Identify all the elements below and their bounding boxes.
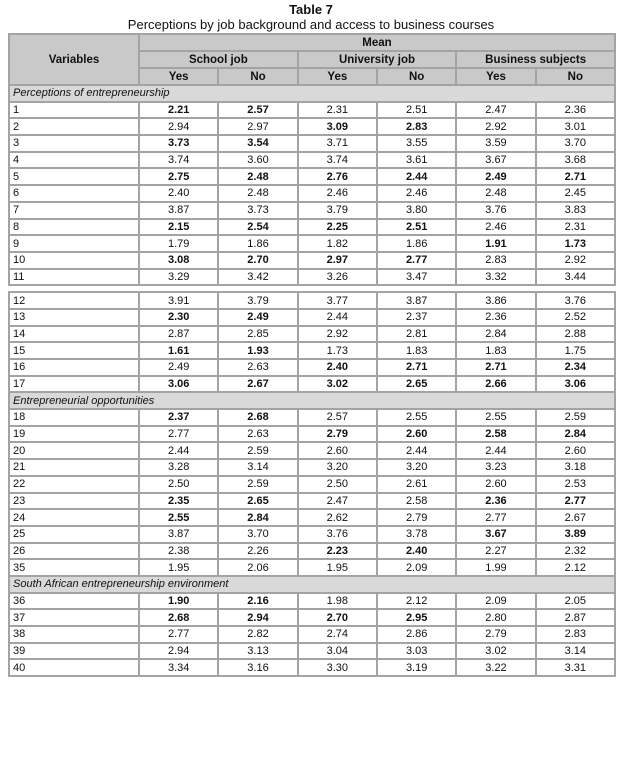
variable-cell: 14 bbox=[9, 326, 139, 343]
mean-value-cell: 3.42 bbox=[218, 269, 297, 286]
table-row bbox=[9, 219, 615, 236]
mean-value-cell: 2.40 bbox=[298, 359, 377, 376]
mean-value-cell: 2.59 bbox=[536, 409, 615, 426]
mean-value-cell: 2.12 bbox=[377, 593, 456, 610]
mean-value-cell: 2.68 bbox=[218, 409, 297, 426]
section-row bbox=[9, 392, 615, 409]
mean-value-cell: 2.61 bbox=[377, 476, 456, 493]
mean-value-cell: 2.83 bbox=[377, 118, 456, 135]
mean-value-cell: 3.74 bbox=[139, 152, 218, 169]
mean-value-cell: 2.37 bbox=[139, 409, 218, 426]
table-row bbox=[9, 135, 615, 152]
mean-value-cell: 2.55 bbox=[139, 509, 218, 526]
mean-value-cell: 3.31 bbox=[536, 659, 615, 676]
variable-cell: 23 bbox=[9, 493, 139, 510]
table-row bbox=[9, 509, 615, 526]
mean-value-cell: 2.97 bbox=[218, 118, 297, 135]
variable-cell: 16 bbox=[9, 359, 139, 376]
subcol-header: No bbox=[218, 68, 297, 85]
table-row bbox=[9, 376, 615, 393]
variable-cell: 37 bbox=[9, 609, 139, 626]
mean-value-cell: 2.77 bbox=[536, 493, 615, 510]
section-label: Perceptions of entrepreneurship bbox=[9, 85, 615, 102]
mean-value-cell: 2.77 bbox=[456, 509, 535, 526]
variable-cell: 21 bbox=[9, 459, 139, 476]
mean-value-cell: 2.16 bbox=[218, 593, 297, 610]
mean-value-cell: 2.31 bbox=[298, 102, 377, 119]
mean-value-cell: 3.20 bbox=[377, 459, 456, 476]
mean-value-cell: 3.60 bbox=[218, 152, 297, 169]
mean-value-cell: 3.70 bbox=[218, 526, 297, 543]
mean-value-cell: 1.83 bbox=[377, 342, 456, 359]
mean-value-cell: 3.79 bbox=[298, 202, 377, 219]
variable-cell: 20 bbox=[9, 442, 139, 459]
mean-value-cell: 1.90 bbox=[139, 593, 218, 610]
variable-cell: 7 bbox=[9, 202, 139, 219]
mean-value-cell: 2.65 bbox=[377, 376, 456, 393]
table-row bbox=[9, 359, 615, 376]
mean-value-cell: 2.55 bbox=[377, 409, 456, 426]
table-row bbox=[9, 426, 615, 443]
group-header-business-subjects: Business subjects bbox=[456, 51, 615, 68]
mean-value-cell: 2.27 bbox=[456, 543, 535, 560]
table-row bbox=[9, 559, 615, 576]
table-row bbox=[9, 326, 615, 343]
table-row bbox=[9, 626, 615, 643]
mean-value-cell: 2.76 bbox=[298, 168, 377, 185]
mean-value-cell: 2.84 bbox=[456, 326, 535, 343]
table-row bbox=[9, 168, 615, 185]
subcol-header: Yes bbox=[139, 68, 218, 85]
section-row bbox=[9, 85, 615, 102]
mean-value-cell: 2.92 bbox=[298, 326, 377, 343]
mean-value-cell: 3.86 bbox=[456, 292, 535, 309]
variable-cell: 24 bbox=[9, 509, 139, 526]
mean-value-cell: 3.30 bbox=[298, 659, 377, 676]
mean-value-cell: 3.59 bbox=[456, 135, 535, 152]
mean-value-cell: 2.67 bbox=[536, 509, 615, 526]
table-subtitle: Perceptions by job background and access to business courses bbox=[127, 17, 495, 32]
mean-value-cell: 2.09 bbox=[377, 559, 456, 576]
table-row bbox=[9, 409, 615, 426]
variable-cell: 18 bbox=[9, 409, 139, 426]
mean-value-cell: 2.55 bbox=[456, 409, 535, 426]
mean-value-cell: 2.87 bbox=[536, 609, 615, 626]
variable-cell: 19 bbox=[9, 426, 139, 443]
mean-value-cell: 1.79 bbox=[139, 235, 218, 252]
mean-value-cell: 1.75 bbox=[536, 342, 615, 359]
mean-value-cell: 2.34 bbox=[536, 359, 615, 376]
mean-value-cell: 3.67 bbox=[456, 526, 535, 543]
mean-value-cell: 3.87 bbox=[139, 202, 218, 219]
mean-value-cell: 1.73 bbox=[298, 342, 377, 359]
subcol-header: Yes bbox=[298, 68, 377, 85]
mean-value-cell: 2.94 bbox=[139, 118, 218, 135]
mean-value-cell: 3.26 bbox=[298, 269, 377, 286]
mean-value-cell: 2.82 bbox=[218, 626, 297, 643]
mean-value-cell: 3.04 bbox=[298, 643, 377, 660]
mean-value-cell: 2.44 bbox=[456, 442, 535, 459]
mean-value-cell: 1.82 bbox=[298, 235, 377, 252]
mean-value-cell: 3.29 bbox=[139, 269, 218, 286]
mean-value-cell: 3.70 bbox=[536, 135, 615, 152]
mean-value-cell: 3.06 bbox=[139, 376, 218, 393]
mean-value-cell: 2.79 bbox=[298, 426, 377, 443]
mean-value-cell: 2.47 bbox=[298, 493, 377, 510]
variable-cell: 3 bbox=[9, 135, 139, 152]
variable-cell: 2 bbox=[9, 118, 139, 135]
mean-value-cell: 2.79 bbox=[456, 626, 535, 643]
mean-value-cell: 3.47 bbox=[377, 269, 456, 286]
mean-value-cell: 2.32 bbox=[536, 543, 615, 560]
mean-value-cell: 2.62 bbox=[298, 509, 377, 526]
mean-value-cell: 2.47 bbox=[456, 102, 535, 119]
mean-value-cell: 3.23 bbox=[456, 459, 535, 476]
table-row bbox=[9, 593, 615, 610]
mean-value-cell: 1.73 bbox=[536, 235, 615, 252]
mean-value-cell: 3.87 bbox=[139, 526, 218, 543]
mean-value-cell: 3.74 bbox=[298, 152, 377, 169]
mean-value-cell: 2.38 bbox=[139, 543, 218, 560]
mean-value-cell: 2.49 bbox=[218, 309, 297, 326]
table-row bbox=[9, 476, 615, 493]
mean-value-cell: 2.77 bbox=[139, 426, 218, 443]
mean-value-cell: 3.22 bbox=[456, 659, 535, 676]
mean-value-cell: 3.83 bbox=[536, 202, 615, 219]
mean-value-cell: 1.91 bbox=[456, 235, 535, 252]
variable-cell: 13 bbox=[9, 309, 139, 326]
mean-value-cell: 3.20 bbox=[298, 459, 377, 476]
mean-value-cell: 2.44 bbox=[139, 442, 218, 459]
mean-value-cell: 2.71 bbox=[456, 359, 535, 376]
variable-cell: 6 bbox=[9, 185, 139, 202]
mean-value-cell: 2.52 bbox=[536, 309, 615, 326]
variable-cell: 39 bbox=[9, 643, 139, 660]
mean-header: Mean bbox=[139, 34, 615, 51]
table-row bbox=[9, 459, 615, 476]
mean-value-cell: 2.66 bbox=[456, 376, 535, 393]
mean-value-cell: 3.71 bbox=[298, 135, 377, 152]
mean-value-cell: 2.97 bbox=[298, 252, 377, 269]
mean-value-cell: 2.59 bbox=[218, 476, 297, 493]
variable-cell: 22 bbox=[9, 476, 139, 493]
mean-value-cell: 2.92 bbox=[456, 118, 535, 135]
mean-value-cell: 2.51 bbox=[377, 219, 456, 236]
mean-value-cell: 2.54 bbox=[218, 219, 297, 236]
mean-value-cell: 1.93 bbox=[218, 342, 297, 359]
mean-value-cell: 3.76 bbox=[456, 202, 535, 219]
mean-value-cell: 2.70 bbox=[298, 609, 377, 626]
mean-value-cell: 2.86 bbox=[377, 626, 456, 643]
mean-value-cell: 2.84 bbox=[218, 509, 297, 526]
mean-value-cell: 2.44 bbox=[377, 442, 456, 459]
mean-value-cell: 3.06 bbox=[536, 376, 615, 393]
table-title: Table 7 bbox=[289, 2, 333, 17]
mean-value-cell: 2.87 bbox=[139, 326, 218, 343]
mean-value-cell: 3.91 bbox=[139, 292, 218, 309]
mean-value-cell: 3.32 bbox=[456, 269, 535, 286]
mean-value-cell: 2.63 bbox=[218, 359, 297, 376]
table-row bbox=[9, 118, 615, 135]
mean-value-cell: 3.16 bbox=[218, 659, 297, 676]
table-row bbox=[9, 269, 615, 286]
mean-value-cell: 3.13 bbox=[218, 643, 297, 660]
mean-value-cell: 1.98 bbox=[298, 593, 377, 610]
table-row bbox=[9, 152, 615, 169]
mean-value-cell: 3.09 bbox=[298, 118, 377, 135]
mean-value-cell: 3.78 bbox=[377, 526, 456, 543]
mean-value-cell: 2.25 bbox=[298, 219, 377, 236]
mean-value-cell: 2.50 bbox=[298, 476, 377, 493]
mean-value-cell: 3.03 bbox=[377, 643, 456, 660]
mean-value-cell: 1.86 bbox=[377, 235, 456, 252]
variable-cell: 4 bbox=[9, 152, 139, 169]
mean-value-cell: 2.46 bbox=[456, 219, 535, 236]
mean-value-cell: 3.02 bbox=[456, 643, 535, 660]
mean-value-cell: 3.68 bbox=[536, 152, 615, 169]
table-row bbox=[9, 526, 615, 543]
mean-value-cell: 2.45 bbox=[536, 185, 615, 202]
mean-value-cell: 2.79 bbox=[377, 509, 456, 526]
mean-value-cell: 2.49 bbox=[456, 168, 535, 185]
mean-value-cell: 2.83 bbox=[536, 626, 615, 643]
mean-value-cell: 3.01 bbox=[536, 118, 615, 135]
mean-value-cell: 2.58 bbox=[377, 493, 456, 510]
mean-value-cell: 3.67 bbox=[456, 152, 535, 169]
table-row bbox=[9, 202, 615, 219]
mean-value-cell: 2.71 bbox=[377, 359, 456, 376]
mean-value-cell: 3.55 bbox=[377, 135, 456, 152]
mean-value-cell: 3.87 bbox=[377, 292, 456, 309]
mean-value-cell: 3.73 bbox=[218, 202, 297, 219]
variable-cell: 12 bbox=[9, 292, 139, 309]
mean-value-cell: 2.59 bbox=[218, 442, 297, 459]
mean-value-cell: 2.68 bbox=[139, 609, 218, 626]
section-label: South African entrepreneurship environment bbox=[9, 576, 615, 593]
mean-value-cell: 2.31 bbox=[536, 219, 615, 236]
mean-value-cell: 1.95 bbox=[298, 559, 377, 576]
table-row bbox=[9, 442, 615, 459]
variable-cell: 17 bbox=[9, 376, 139, 393]
mean-value-cell: 2.46 bbox=[298, 185, 377, 202]
mean-value-cell: 3.34 bbox=[139, 659, 218, 676]
mean-value-cell: 2.74 bbox=[298, 626, 377, 643]
mean-value-cell: 2.09 bbox=[456, 593, 535, 610]
mean-value-cell: 1.95 bbox=[139, 559, 218, 576]
mean-value-cell: 2.60 bbox=[377, 426, 456, 443]
variable-cell: 10 bbox=[9, 252, 139, 269]
mean-value-cell: 2.71 bbox=[536, 168, 615, 185]
variable-cell: 38 bbox=[9, 626, 139, 643]
mean-value-cell: 3.77 bbox=[298, 292, 377, 309]
mean-value-cell: 2.88 bbox=[536, 326, 615, 343]
mean-value-cell: 2.36 bbox=[456, 309, 535, 326]
table-row bbox=[9, 102, 615, 119]
mean-value-cell: 2.57 bbox=[218, 102, 297, 119]
mean-value-cell: 3.73 bbox=[139, 135, 218, 152]
table-row bbox=[9, 543, 615, 560]
mean-value-cell: 3.18 bbox=[536, 459, 615, 476]
mean-value-cell: 2.06 bbox=[218, 559, 297, 576]
mean-value-cell: 3.89 bbox=[536, 526, 615, 543]
mean-value-cell: 2.95 bbox=[377, 609, 456, 626]
mean-value-cell: 2.81 bbox=[377, 326, 456, 343]
group-header-university-job: University job bbox=[298, 51, 457, 68]
table-row bbox=[9, 185, 615, 202]
variable-cell: 8 bbox=[9, 219, 139, 236]
mean-value-cell: 2.70 bbox=[218, 252, 297, 269]
variables-header: Variables bbox=[9, 34, 139, 85]
mean-value-cell: 1.99 bbox=[456, 559, 535, 576]
mean-value-cell: 3.76 bbox=[298, 526, 377, 543]
mean-value-cell: 1.83 bbox=[456, 342, 535, 359]
mean-value-cell: 2.94 bbox=[139, 643, 218, 660]
mean-value-cell: 3.61 bbox=[377, 152, 456, 169]
variable-cell: 35 bbox=[9, 559, 139, 576]
mean-value-cell: 3.28 bbox=[139, 459, 218, 476]
variable-cell: 26 bbox=[9, 543, 139, 560]
mean-value-cell: 2.15 bbox=[139, 219, 218, 236]
subcol-header: No bbox=[377, 68, 456, 85]
means-table-part-1 bbox=[8, 33, 616, 286]
mean-value-cell: 3.08 bbox=[139, 252, 218, 269]
mean-value-cell: 2.58 bbox=[456, 426, 535, 443]
subcol-header: Yes bbox=[456, 68, 535, 85]
mean-value-cell: 2.49 bbox=[139, 359, 218, 376]
mean-value-cell: 3.19 bbox=[377, 659, 456, 676]
mean-value-cell: 3.44 bbox=[536, 269, 615, 286]
mean-value-cell: 2.63 bbox=[218, 426, 297, 443]
table-row bbox=[9, 342, 615, 359]
variable-cell: 40 bbox=[9, 659, 139, 676]
mean-value-cell: 2.44 bbox=[377, 168, 456, 185]
mean-value-cell: 1.61 bbox=[139, 342, 218, 359]
subcol-header: No bbox=[536, 68, 615, 85]
mean-value-cell: 2.44 bbox=[298, 309, 377, 326]
mean-value-cell: 2.67 bbox=[218, 376, 297, 393]
section-row bbox=[9, 576, 615, 593]
mean-value-cell: 2.53 bbox=[536, 476, 615, 493]
variable-cell: 36 bbox=[9, 593, 139, 610]
mean-value-cell: 2.60 bbox=[298, 442, 377, 459]
section-label: Entrepreneurial opportunities bbox=[9, 392, 615, 409]
mean-value-cell: 2.50 bbox=[139, 476, 218, 493]
mean-value-cell: 2.94 bbox=[218, 609, 297, 626]
variable-cell: 15 bbox=[9, 342, 139, 359]
table-row bbox=[9, 659, 615, 676]
means-table-part-2 bbox=[8, 291, 616, 677]
mean-value-cell: 2.80 bbox=[456, 609, 535, 626]
mean-value-cell: 2.21 bbox=[139, 102, 218, 119]
mean-value-cell: 2.36 bbox=[456, 493, 535, 510]
mean-value-cell: 2.51 bbox=[377, 102, 456, 119]
mean-value-cell: 2.46 bbox=[377, 185, 456, 202]
mean-value-cell: 2.60 bbox=[536, 442, 615, 459]
mean-value-cell: 3.14 bbox=[218, 459, 297, 476]
mean-value-cell: 3.80 bbox=[377, 202, 456, 219]
mean-value-cell: 2.75 bbox=[139, 168, 218, 185]
mean-value-cell: 3.14 bbox=[536, 643, 615, 660]
mean-value-cell: 2.83 bbox=[456, 252, 535, 269]
mean-value-cell: 3.54 bbox=[218, 135, 297, 152]
table-row bbox=[9, 252, 615, 269]
mean-value-cell: 2.92 bbox=[536, 252, 615, 269]
mean-value-cell: 2.26 bbox=[218, 543, 297, 560]
variable-cell: 9 bbox=[9, 235, 139, 252]
mean-value-cell: 2.23 bbox=[298, 543, 377, 560]
mean-value-cell: 2.48 bbox=[456, 185, 535, 202]
mean-value-cell: 2.30 bbox=[139, 309, 218, 326]
table-row bbox=[9, 643, 615, 660]
variable-cell: 5 bbox=[9, 168, 139, 185]
mean-value-cell: 2.40 bbox=[139, 185, 218, 202]
mean-value-cell: 1.86 bbox=[218, 235, 297, 252]
table-row bbox=[9, 292, 615, 309]
mean-value-cell: 2.05 bbox=[536, 593, 615, 610]
mean-value-cell: 3.76 bbox=[536, 292, 615, 309]
table-row bbox=[9, 309, 615, 326]
mean-value-cell: 2.35 bbox=[139, 493, 218, 510]
mean-value-cell: 2.36 bbox=[536, 102, 615, 119]
mean-value-cell: 2.40 bbox=[377, 543, 456, 560]
mean-value-cell: 2.57 bbox=[298, 409, 377, 426]
mean-value-cell: 2.77 bbox=[377, 252, 456, 269]
table-row bbox=[9, 235, 615, 252]
table-row bbox=[9, 493, 615, 510]
mean-value-cell: 3.02 bbox=[298, 376, 377, 393]
mean-value-cell: 2.48 bbox=[218, 168, 297, 185]
mean-value-cell: 2.65 bbox=[218, 493, 297, 510]
mean-value-cell: 2.48 bbox=[218, 185, 297, 202]
mean-value-cell: 2.12 bbox=[536, 559, 615, 576]
variable-cell: 1 bbox=[9, 102, 139, 119]
mean-value-cell: 3.79 bbox=[218, 292, 297, 309]
table-row bbox=[9, 609, 615, 626]
variable-cell: 11 bbox=[9, 269, 139, 286]
mean-value-cell: 2.37 bbox=[377, 309, 456, 326]
mean-value-cell: 2.84 bbox=[536, 426, 615, 443]
mean-value-cell: 2.60 bbox=[456, 476, 535, 493]
variable-cell: 25 bbox=[9, 526, 139, 543]
mean-value-cell: 2.85 bbox=[218, 326, 297, 343]
mean-value-cell: 2.77 bbox=[139, 626, 218, 643]
group-header-school-job: School job bbox=[139, 51, 298, 68]
